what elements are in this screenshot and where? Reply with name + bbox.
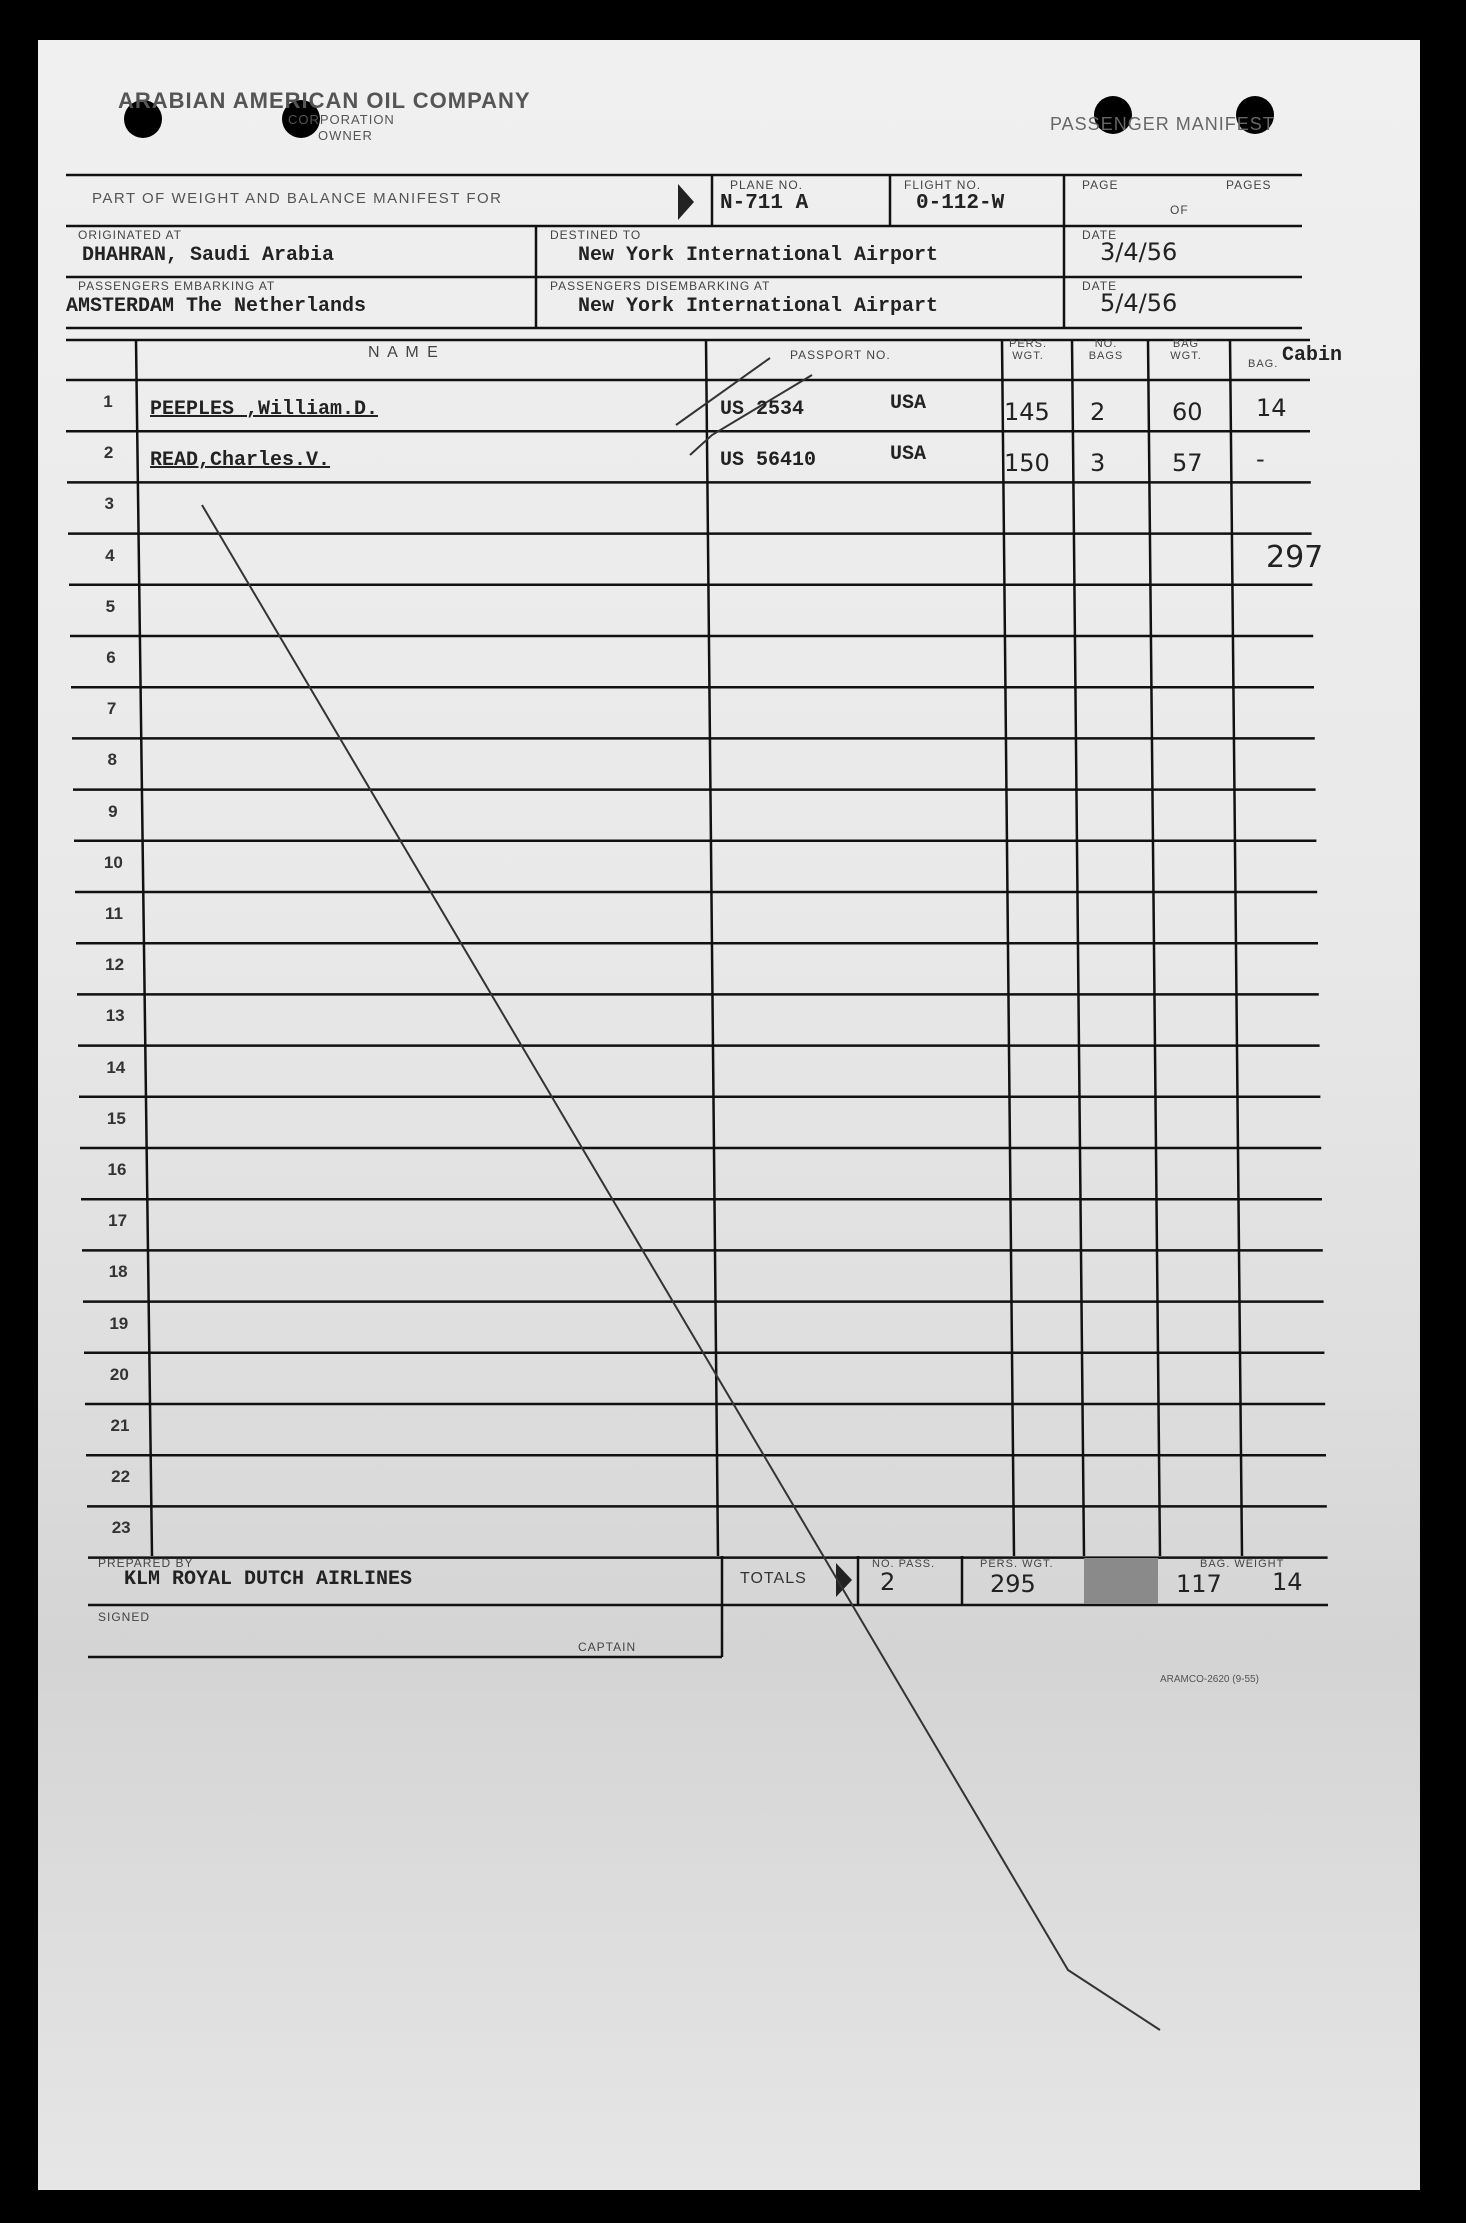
company-line3: OWNER	[318, 128, 373, 143]
side-total: 297	[1266, 540, 1324, 575]
embarking-label: PASSENGERS EMBARKING AT	[78, 279, 276, 293]
disembarking-value: New York International Airpart	[578, 295, 939, 318]
row-number: 11	[105, 904, 123, 923]
company-name: ARABIAN AMERICAN OIL COMPANY	[118, 88, 531, 113]
row-number: 4	[105, 545, 115, 565]
nationality-cell: USA	[890, 392, 927, 415]
embarking-value: AMSTERDAM The Netherlands	[66, 295, 367, 318]
row-number: 23	[111, 1518, 131, 1538]
cabin-cell: -	[1256, 445, 1265, 474]
prepared-by-value: KLM ROYAL DUTCH AIRLINES	[124, 1568, 413, 1591]
bags-cell: 3	[1090, 449, 1106, 478]
date1-value: 3/4/56	[1100, 238, 1178, 266]
date1-label: DATE	[1082, 228, 1118, 242]
no-pass-label: NO. PASS.	[872, 1558, 936, 1570]
name-cell: PEEPLES ,William.D.	[150, 398, 379, 421]
row-number: 6	[106, 648, 116, 667]
prepared-by-label: PREPARED BY	[98, 1556, 194, 1570]
company-line2: CORPORATION	[288, 112, 395, 127]
flight-no-label: FLIGHT NO.	[904, 178, 982, 192]
captain-label: CAPTAIN	[578, 1640, 637, 1654]
bag-wgt-cell: 57	[1172, 449, 1203, 478]
row-number: 16	[107, 1160, 127, 1179]
passport-cell: US 56410	[720, 449, 817, 473]
column-rule	[1148, 340, 1160, 1556]
originated-label: ORIGINATED AT	[78, 228, 182, 242]
signed-label: SIGNED	[98, 1610, 151, 1624]
row-number: 5	[105, 596, 116, 616]
row-number: 8	[107, 750, 117, 770]
pers-wgt-column-header: PERS. WGT.	[1008, 338, 1047, 362]
no-pass-value: 2	[880, 1568, 896, 1596]
row-number: 2	[103, 443, 114, 463]
destined-value: New York International Airport	[578, 244, 939, 267]
row-number: 18	[108, 1262, 128, 1282]
row-number: 20	[109, 1364, 129, 1384]
pages-label: PAGES	[1226, 178, 1272, 192]
bag-weight-label: BAG. WEIGHT	[1200, 1558, 1285, 1570]
pers-wgt-total-label: PERS. WGT.	[980, 1558, 1054, 1570]
part-of-label: PART OF WEIGHT AND BALANCE MANIFEST FOR	[92, 190, 503, 207]
cabin-total: 14	[1272, 1568, 1303, 1596]
no-bags-column-header: NO. BAGS	[1088, 338, 1124, 362]
pers-wgt-cell: 150	[1004, 449, 1050, 478]
name-cell: READ,Charles.V.	[150, 449, 331, 473]
column-rule	[1002, 340, 1014, 1556]
passport-column-header: PASSPORT NO.	[790, 348, 891, 362]
cabin-column-header: Cabin	[1282, 344, 1343, 367]
bag-weight-total: 117	[1176, 1570, 1222, 1598]
pers-wgt-total: 295	[990, 1570, 1036, 1598]
row-number: 19	[109, 1313, 129, 1333]
flight-no: 0-112-W	[916, 192, 1005, 215]
document-title: PASSENGER MANIFEST	[1050, 114, 1275, 134]
totals-label: TOTALS	[740, 1570, 807, 1587]
row-number: 12	[105, 955, 125, 975]
name-column-header: N A M E	[368, 344, 440, 361]
form-code: ARAMCO-2620 (9-55)	[1160, 1674, 1259, 1685]
column-rule	[1072, 340, 1084, 1556]
disembarking-label: PASSENGERS DISEMBARKING AT	[550, 279, 771, 293]
of-label: OF	[1170, 203, 1189, 217]
page-label: PAGE	[1082, 178, 1119, 192]
row-number: 14	[106, 1057, 126, 1077]
plane-no-label: PLANE NO.	[730, 178, 804, 192]
plane-no: N-711 A	[720, 192, 809, 215]
row-number: 21	[110, 1416, 130, 1435]
date2-label: DATE	[1082, 279, 1118, 293]
passport-cell: US 2534	[720, 398, 805, 421]
row-number: 22	[111, 1467, 131, 1487]
row-number: 17	[108, 1211, 128, 1231]
row-number: 10	[103, 852, 123, 872]
row-number: 15	[106, 1108, 126, 1128]
row-number: 3	[104, 494, 114, 514]
originated-value: DHAHRAN, Saudi Arabia	[82, 244, 335, 267]
extra-bag-column-header: BAG.	[1248, 358, 1279, 370]
nationality-cell: USA	[890, 443, 927, 467]
bag-wgt-column-header: BAG WGT.	[1170, 338, 1202, 362]
destined-label: DESTINED TO	[550, 228, 642, 242]
date2-value: 5/4/56	[1100, 289, 1178, 317]
column-rule	[1230, 340, 1242, 1556]
row-number: 1	[103, 392, 113, 411]
cabin-cell: 14	[1256, 394, 1287, 422]
bags-cell: 2	[1090, 398, 1106, 426]
row-number: 9	[108, 801, 118, 821]
bag-wgt-cell: 60	[1172, 398, 1203, 426]
row-number: 7	[106, 699, 117, 719]
row-number: 13	[105, 1006, 125, 1026]
pers-wgt-cell: 145	[1004, 398, 1050, 426]
